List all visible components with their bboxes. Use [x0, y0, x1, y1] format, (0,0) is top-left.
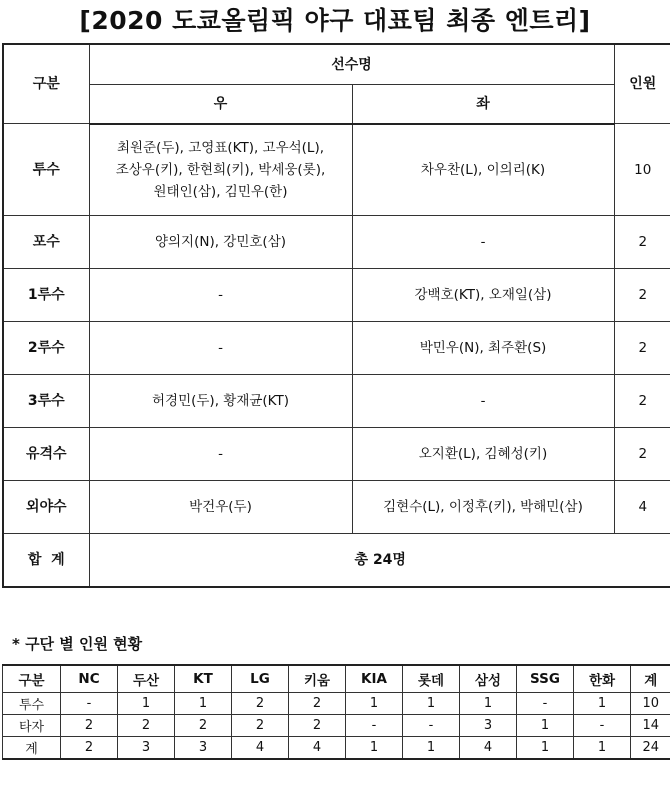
team-cell: 2 [289, 715, 346, 737]
team-cell: 14 [631, 715, 670, 737]
team-row [3, 693, 670, 715]
right-handed-players-cell [89, 322, 352, 375]
player-line: - [218, 446, 223, 462]
count-cell: 2 [614, 269, 670, 322]
team-cell: 1 [118, 693, 175, 715]
count-cell: 2 [614, 375, 670, 428]
team-cell: 1 [175, 693, 232, 715]
team-header-cell: 구분 [3, 665, 61, 693]
team-cell: 4 [289, 737, 346, 760]
team-cell: - [517, 693, 574, 715]
right-handed-players-cell [89, 375, 352, 428]
team-cell: 1 [346, 693, 403, 715]
right-handed-players-cell [89, 428, 352, 481]
team-cell: 계 [3, 737, 61, 760]
position-cell: 3루수 [3, 375, 89, 428]
player-line: 원태인(삼), 김민우(한) [153, 183, 288, 200]
team-count-table [2, 664, 670, 760]
roster-row [3, 375, 670, 428]
team-section-subtitle: * 구단 별 인원 현황 [12, 635, 143, 653]
player-line: 최원준(두), 고영표(KT), 고우석(L), [116, 139, 325, 156]
roster-row [3, 428, 670, 481]
roster-row [3, 216, 670, 269]
player-line: - [218, 287, 223, 303]
team-cell: 10 [631, 693, 670, 715]
team-cell: 2 [61, 737, 118, 760]
right-handed-players-cell [89, 269, 352, 322]
document-title: [2020 도쿄올림픽 야구 대표팀 최종 엔트리] [79, 6, 591, 35]
team-cell: 3 [118, 737, 175, 760]
roster-row [3, 124, 670, 216]
count-cell: 10 [614, 124, 670, 216]
total-value: 총 24명 [89, 534, 670, 587]
team-cell: 2 [118, 715, 175, 737]
roster-row [3, 269, 670, 322]
team-cell: 2 [232, 715, 289, 737]
player-line: - [218, 340, 223, 356]
team-cell: 1 [403, 693, 460, 715]
roster-row [3, 481, 670, 534]
left-handed-players-cell: 김현수(L), 이정후(키), 박해민(삼) [352, 481, 614, 534]
team-header-cell: 키움 [289, 665, 346, 693]
team-header-cell: 계 [631, 665, 670, 693]
player-line: 양의지(N), 강민호(삼) [154, 234, 287, 250]
header-category: 구분 [3, 44, 89, 124]
left-handed-players-cell: 박민우(N), 최주환(S) [352, 322, 614, 375]
roster-row [3, 322, 670, 375]
team-cell: 2 [289, 693, 346, 715]
team-cell: - [403, 715, 460, 737]
team-cell: 1 [574, 737, 631, 760]
right-handed-players-cell [89, 216, 352, 269]
left-handed-players-cell: 오지환(L), 김혜성(키) [352, 428, 614, 481]
team-cell: 1 [517, 715, 574, 737]
left-handed-players-cell: - [352, 375, 614, 428]
team-row [3, 715, 670, 737]
team-header-cell: SSG [517, 665, 574, 693]
position-cell: 유격수 [3, 428, 89, 481]
team-header-cell: 한화 [574, 665, 631, 693]
team-cell: 투수 [3, 693, 61, 715]
left-handed-players-cell: 차우찬(L), 이의리(K) [352, 124, 614, 216]
player-line: 조상우(키), 한현희(키), 박세웅(롯), [115, 161, 326, 178]
team-header-cell: NC [61, 665, 118, 693]
team-cell: - [61, 693, 118, 715]
team-cell: - [574, 715, 631, 737]
team-cell: - [346, 715, 403, 737]
team-cell: 3 [175, 737, 232, 760]
team-cell: 4 [460, 737, 517, 760]
team-header-cell: LG [232, 665, 289, 693]
left-handed-players-cell: - [352, 216, 614, 269]
header-left-handed: 좌 [352, 85, 614, 124]
header-players: 선수명 [89, 44, 614, 85]
team-cell: 1 [574, 693, 631, 715]
team-header-cell: 삼성 [460, 665, 517, 693]
position-cell: 1루수 [3, 269, 89, 322]
team-cell: 2 [232, 693, 289, 715]
total-label: 합 계 [3, 534, 89, 587]
team-table-header-row [3, 665, 670, 693]
header-count: 인원 [614, 44, 670, 124]
team-cell: 3 [460, 715, 517, 737]
team-cell: 타자 [3, 715, 61, 737]
position-cell: 외야수 [3, 481, 89, 534]
team-cell: 24 [631, 737, 670, 760]
roster-table [2, 43, 670, 588]
player-line: 박건우(두) [189, 499, 252, 515]
team-cell: 2 [61, 715, 118, 737]
count-cell: 2 [614, 216, 670, 269]
count-cell: 2 [614, 322, 670, 375]
team-header-cell: KT [175, 665, 232, 693]
right-handed-players-cell [89, 481, 352, 534]
team-cell: 4 [232, 737, 289, 760]
team-row [3, 737, 670, 760]
position-cell: 투수 [3, 124, 89, 216]
position-cell: 포수 [3, 216, 89, 269]
team-header-cell: KIA [346, 665, 403, 693]
player-line: 허경민(두), 황재균(KT) [152, 393, 289, 409]
team-cell: 1 [403, 737, 460, 760]
team-header-cell: 롯데 [403, 665, 460, 693]
team-cell: 1 [346, 737, 403, 760]
team-cell: 2 [175, 715, 232, 737]
count-cell: 4 [614, 481, 670, 534]
right-handed-players-cell [89, 124, 352, 216]
team-cell: 1 [460, 693, 517, 715]
header-right-handed: 우 [89, 85, 352, 124]
count-cell: 2 [614, 428, 670, 481]
team-cell: 1 [517, 737, 574, 760]
team-header-cell: 두산 [118, 665, 175, 693]
left-handed-players-cell: 강백호(KT), 오재일(삼) [352, 269, 614, 322]
position-cell: 2루수 [3, 322, 89, 375]
